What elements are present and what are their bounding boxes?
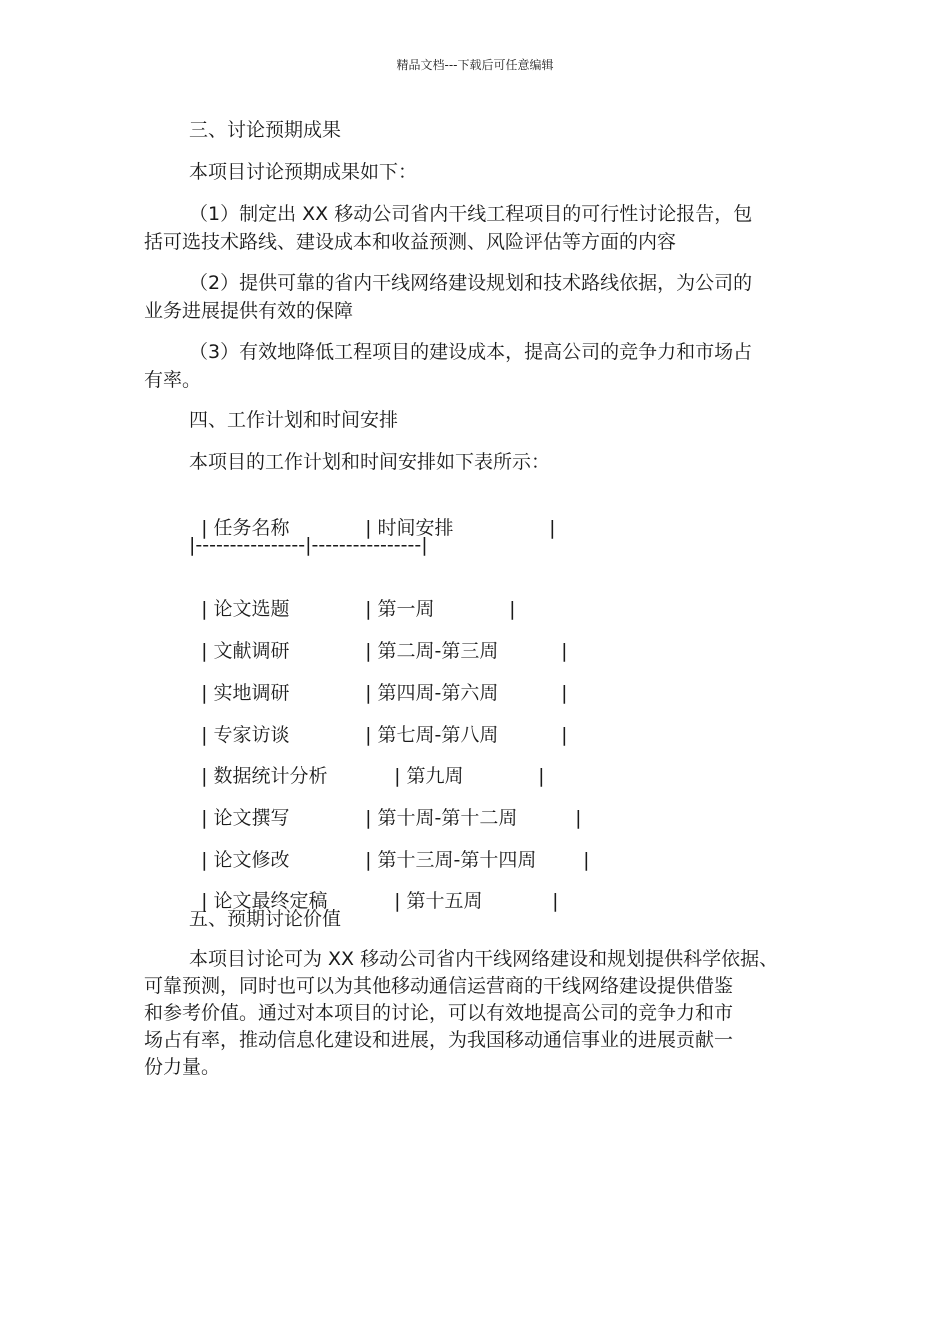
- table-border: |: [561, 682, 568, 704]
- table-cell: | 专家访谈: [201, 724, 290, 746]
- table-border: |: [561, 640, 568, 662]
- table-header-cell: | 任务名称: [201, 517, 290, 539]
- table-cell: | 第十周-第十二周: [365, 807, 518, 829]
- table-row: [189, 782, 582, 830]
- table-cell: | 第一周: [365, 598, 435, 620]
- table-border: |: [549, 517, 556, 539]
- table-row: [189, 615, 568, 663]
- list-item-line: （3）有效地降低工程项目的建设成本，提高公司的竞争力和市场占: [189, 341, 753, 363]
- section-heading: 四、工作计划和时间安排: [189, 409, 399, 431]
- table-cell: | 文献调研: [201, 640, 290, 662]
- table-row: [189, 740, 545, 788]
- table-row: [189, 865, 559, 913]
- list-item-line: 括可选技术路线、建设成本和收益预测、风险评估等方面的内容: [144, 231, 677, 253]
- table-cell: | 论文撰写: [201, 807, 290, 829]
- table-cell: | 数据统计分析: [201, 765, 328, 787]
- paragraph-line: 场占有率，推动信息化建设和进展，为我国移动通信事业的进展贡献一: [144, 1029, 734, 1051]
- table-cell: | 第十三周-第十四周: [365, 849, 537, 871]
- paragraph-line: 本项目讨论可为 XX 移动公司省内干线网络建设和规划提供科学依据、: [189, 948, 779, 970]
- paragraph-line: 可靠预测，同时也可以为其他移动通信运营商的干线网络建设提供借鉴: [144, 975, 734, 997]
- section-intro: 本项目的工作计划和时间安排如下表所示：: [189, 451, 551, 473]
- table-cell: | 论文选题: [201, 598, 290, 620]
- table-cell: | 第七周-第八周: [365, 724, 499, 746]
- table-cell: | 实地调研: [201, 682, 290, 704]
- table-cell: | 第十五周: [394, 890, 483, 912]
- table-cell: | 论文最终定稿: [201, 890, 328, 912]
- table-border: |: [583, 849, 590, 871]
- table-separator: |----------------|----------------|: [189, 534, 428, 556]
- table-cell: | 第九周: [394, 765, 464, 787]
- page-header: 精品文档---下载后可任意编辑: [396, 58, 554, 72]
- table-border: |: [561, 724, 568, 746]
- table-cell: | 论文修改: [201, 849, 290, 871]
- list-item-line: 有率。: [144, 369, 202, 391]
- paragraph-line: 和参考价值。通过对本项目的讨论，可以有效地提高公司的竞争力和市: [144, 1002, 734, 1024]
- section-intro: 本项目讨论预期成果如下：: [189, 161, 418, 183]
- table-row: [189, 573, 516, 621]
- list-item-line: 业务进展提供有效的保障: [144, 300, 354, 322]
- list-item-line: （1）制定出 XX 移动公司省内干线工程项目的可行性讨论报告，包: [189, 203, 753, 225]
- list-item-line: （2）提供可靠的省内干线网络建设规划和技术路线依据，为公司的: [189, 272, 753, 294]
- section-heading: 三、讨论预期成果: [189, 119, 342, 141]
- list-item: [144, 269, 824, 325]
- table-border: |: [552, 890, 559, 912]
- list-item: [144, 338, 824, 394]
- table-cell: | 第二周-第三周: [365, 640, 499, 662]
- table-cell: | 第四周-第六周: [365, 682, 499, 704]
- table-header-cell: | 时间安排: [365, 517, 454, 539]
- paragraph: [144, 946, 824, 1081]
- paragraph-line: 份力量。: [144, 1056, 221, 1078]
- table-row: [189, 657, 568, 705]
- list-item: [144, 200, 824, 256]
- table-border: |: [575, 807, 582, 829]
- section-heading: 五、预期讨论价值: [189, 908, 342, 930]
- table-border: |: [509, 598, 516, 620]
- table-border: |: [538, 765, 545, 787]
